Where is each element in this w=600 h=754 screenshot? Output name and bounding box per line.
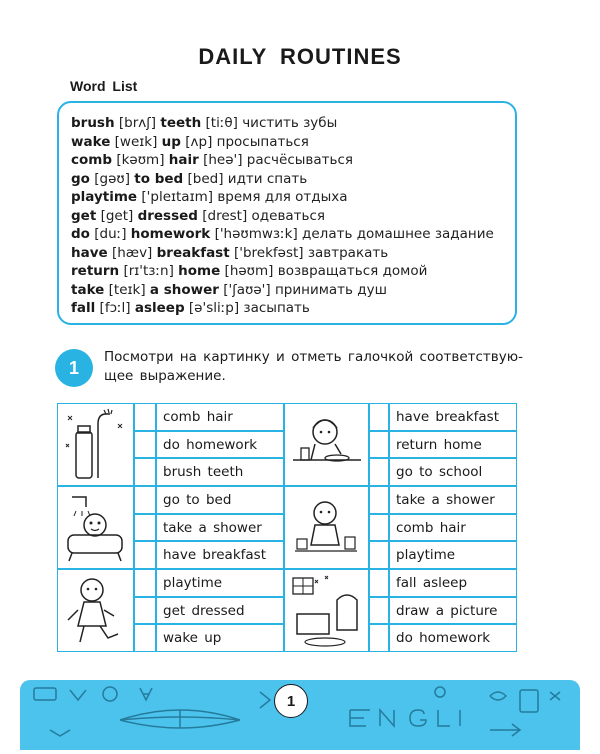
option-label: wake up xyxy=(156,624,284,652)
option-label: go to school xyxy=(389,458,517,486)
checkbox[interactable] xyxy=(369,541,389,569)
word-row: go [gəʊ] to bed [bed] идти спать xyxy=(71,170,308,187)
picture-shower xyxy=(57,486,134,569)
checkbox[interactable] xyxy=(369,514,389,541)
word-row: do [duː] homework ['həʊmwɜːk] делать домашнее задание xyxy=(71,226,494,242)
task-number-badge: 1 xyxy=(55,349,93,387)
option-label: get dressed xyxy=(156,597,284,624)
checkbox[interactable] xyxy=(369,403,389,431)
checkbox[interactable] xyxy=(134,541,156,569)
option-label: take a shower xyxy=(156,514,284,541)
word-row: get [get] dressed [drest] одеваться xyxy=(71,207,326,224)
shower-illustration xyxy=(58,487,132,567)
page-number: 1 xyxy=(274,684,308,718)
word-row: fall [fɔːl] asleep [ə'sliːp] засыпать xyxy=(71,300,310,316)
option-label: go to bed xyxy=(156,486,284,514)
option-label: have breakfast xyxy=(156,541,284,569)
option-label: take a shower xyxy=(389,486,517,514)
checkbox[interactable] xyxy=(369,486,389,514)
bedroom-illustration xyxy=(285,570,367,650)
option-label: fall asleep xyxy=(389,569,517,597)
checkbox[interactable] xyxy=(134,403,156,431)
checkbox[interactable] xyxy=(369,597,389,624)
word-row: return [rɪ'tɜːn] home [həʊm] возвращаться домой xyxy=(71,263,428,279)
page-title: DAILY ROUTINES xyxy=(198,44,402,69)
checkbox[interactable] xyxy=(134,597,156,624)
checkbox[interactable] xyxy=(369,569,389,597)
toothbrush-illustration xyxy=(58,404,132,484)
option-label: playtime xyxy=(156,569,284,597)
word-list-box xyxy=(57,101,517,325)
word-row: brush [brʌʃ] teeth [tiːθ] чистить зубы xyxy=(71,115,338,131)
checkbox[interactable] xyxy=(134,458,156,486)
checkbox[interactable] xyxy=(134,624,156,652)
word-row: wake [weɪk] up [ʌp] просыпаться xyxy=(71,133,309,150)
word-row: have [hæv] breakfast ['brekfəst] завтракать xyxy=(71,244,389,261)
checkbox[interactable] xyxy=(369,624,389,652)
checkbox[interactable] xyxy=(134,569,156,597)
picture-dressing xyxy=(57,569,134,652)
picture-breakfast xyxy=(284,403,369,486)
girl-breakfast-illustration xyxy=(285,404,367,484)
checkbox[interactable] xyxy=(369,431,389,458)
checkbox[interactable] xyxy=(134,431,156,458)
option-label: brush teeth xyxy=(156,458,284,486)
task-instruction: Посмотри на картинку и отметь галочкой соответствую-щее выражение. xyxy=(104,349,523,384)
option-label: comb hair xyxy=(156,403,284,431)
word-row: playtime ['pleɪtaɪm] время для отдыха xyxy=(71,189,348,205)
checkbox[interactable] xyxy=(134,514,156,541)
picture-brushing-teeth xyxy=(57,403,134,486)
boy-playing-illustration xyxy=(285,487,367,567)
option-label: return home xyxy=(389,431,517,458)
word-row: take [teɪk] a shower ['ʃaʊə'] принимать душ xyxy=(71,281,387,298)
option-label: playtime xyxy=(389,541,517,569)
checkbox[interactable] xyxy=(134,486,156,514)
option-label: comb hair xyxy=(389,514,517,541)
checkbox[interactable] xyxy=(369,458,389,486)
word-list-label: Word List xyxy=(70,78,138,94)
picture-sleeping xyxy=(284,569,369,652)
word-row: comb [kəʊm] hair [heə'] расчёсываться xyxy=(71,152,354,168)
option-label: do homework xyxy=(156,431,284,458)
option-label: have breakfast xyxy=(389,403,517,431)
boy-dressing-illustration xyxy=(58,570,132,650)
option-label: do homework xyxy=(389,624,517,652)
option-label: draw a picture xyxy=(389,597,517,624)
picture-playing xyxy=(284,486,369,569)
